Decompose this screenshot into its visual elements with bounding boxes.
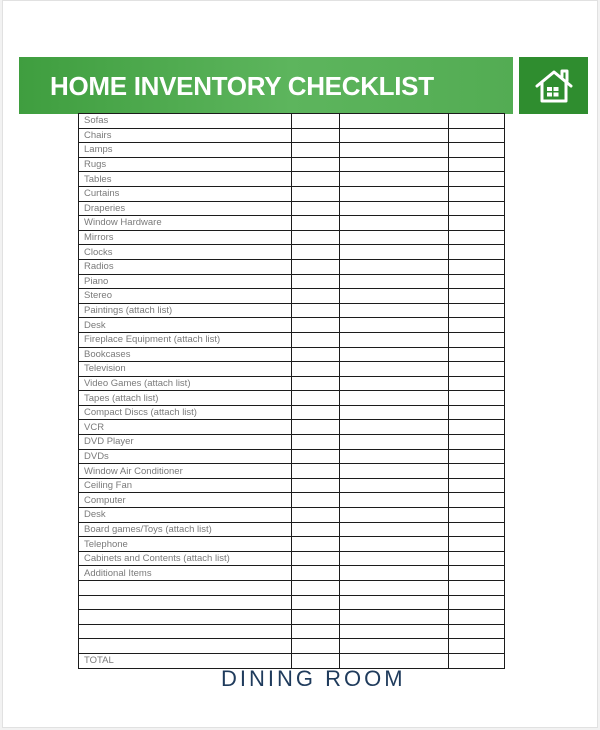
description-cell [340, 449, 449, 464]
description-cell [340, 464, 449, 479]
table-row [79, 230, 505, 245]
document-page [2, 0, 598, 728]
quantity-cell [292, 259, 340, 274]
description-cell [340, 595, 449, 610]
table-row [79, 332, 505, 347]
item-cell: Mirrors [79, 230, 292, 245]
value-cell [449, 259, 505, 274]
value-cell [449, 610, 505, 625]
title-bar [19, 57, 513, 114]
quantity-cell [292, 566, 340, 581]
quantity-cell [292, 405, 340, 420]
item-cell: VCR [79, 420, 292, 435]
description-cell [340, 478, 449, 493]
value-cell [449, 157, 505, 172]
value-cell [449, 391, 505, 406]
item-cell: Ceiling Fan [79, 478, 292, 493]
value-cell [449, 201, 505, 216]
title-banner [19, 57, 588, 114]
value-cell [449, 478, 505, 493]
item-cell [79, 639, 292, 654]
house-icon-box [519, 57, 588, 114]
value-cell [449, 332, 505, 347]
page-title: HOME INVENTORY CHECKLIST [50, 71, 434, 101]
table-row [79, 245, 505, 260]
description-cell [340, 216, 449, 231]
table-row [79, 595, 505, 610]
table-row [79, 376, 505, 391]
description-cell [340, 274, 449, 289]
item-cell: DVD Player [79, 435, 292, 450]
quantity-cell [292, 216, 340, 231]
item-cell [79, 624, 292, 639]
table-row [79, 172, 505, 187]
quantity-cell [292, 230, 340, 245]
item-cell: Window Hardware [79, 216, 292, 231]
description-cell [340, 551, 449, 566]
table-row [79, 624, 505, 639]
description-cell [340, 245, 449, 260]
value-cell [449, 639, 505, 654]
table-row [79, 581, 505, 596]
quantity-cell [292, 595, 340, 610]
description-cell [340, 537, 449, 552]
item-cell: Window Air Conditioner [79, 464, 292, 479]
table-row [79, 274, 505, 289]
description-cell [340, 347, 449, 362]
quantity-cell [292, 624, 340, 639]
item-cell: Desk [79, 318, 292, 333]
item-cell: Tables [79, 172, 292, 187]
item-cell: Sofas [79, 114, 292, 129]
quantity-cell [292, 551, 340, 566]
description-cell [340, 114, 449, 129]
quantity-cell [292, 332, 340, 347]
table-row [79, 551, 505, 566]
quantity-cell [292, 157, 340, 172]
value-cell [449, 595, 505, 610]
description-cell [340, 391, 449, 406]
description-cell [340, 201, 449, 216]
item-cell: Cabinets and Contents (attach list) [79, 551, 292, 566]
value-cell [449, 537, 505, 552]
table-row [79, 216, 505, 231]
table-row [79, 522, 505, 537]
item-cell: Bookcases [79, 347, 292, 362]
item-cell: Curtains [79, 186, 292, 201]
item-cell: Television [79, 362, 292, 377]
item-cell: Video Games (attach list) [79, 376, 292, 391]
item-cell [79, 581, 292, 596]
section-heading-dining-room: DINING ROOM [221, 666, 406, 691]
value-cell [449, 186, 505, 201]
value-cell [449, 289, 505, 304]
value-cell [449, 303, 505, 318]
table-row [79, 493, 505, 508]
value-cell [449, 405, 505, 420]
quantity-cell [292, 274, 340, 289]
table-row [79, 508, 505, 523]
quantity-cell [292, 610, 340, 625]
item-cell: Rugs [79, 157, 292, 172]
item-cell: Telephone [79, 537, 292, 552]
item-cell [79, 595, 292, 610]
description-cell [340, 128, 449, 143]
value-cell [449, 522, 505, 537]
item-cell: Paintings (attach list) [79, 303, 292, 318]
item-cell: Tapes (attach list) [79, 391, 292, 406]
table-row [79, 362, 505, 377]
table-row [79, 566, 505, 581]
quantity-cell [292, 143, 340, 158]
value-cell [449, 581, 505, 596]
table-row [79, 464, 505, 479]
description-cell [340, 420, 449, 435]
inventory-table [78, 113, 505, 669]
value-cell [449, 653, 505, 668]
description-cell [340, 303, 449, 318]
quantity-cell [292, 449, 340, 464]
quantity-cell [292, 493, 340, 508]
item-cell: Lamps [79, 143, 292, 158]
item-cell: Desk [79, 508, 292, 523]
table-row [79, 537, 505, 552]
table-row [79, 186, 505, 201]
value-cell [449, 274, 505, 289]
quantity-cell [292, 522, 340, 537]
item-cell: Compact Discs (attach list) [79, 405, 292, 420]
item-cell: TOTAL [79, 653, 292, 668]
value-cell [449, 435, 505, 450]
value-cell [449, 508, 505, 523]
table-row [79, 347, 505, 362]
item-cell: Fireplace Equipment (attach list) [79, 332, 292, 347]
value-cell [449, 172, 505, 187]
value-cell [449, 464, 505, 479]
table-row [79, 289, 505, 304]
description-cell [340, 318, 449, 333]
item-cell: Stereo [79, 289, 292, 304]
description-cell [340, 332, 449, 347]
quantity-cell [292, 128, 340, 143]
description-cell [340, 143, 449, 158]
item-cell: Computer [79, 493, 292, 508]
description-cell [340, 610, 449, 625]
quantity-cell [292, 376, 340, 391]
description-cell [340, 157, 449, 172]
description-cell [340, 639, 449, 654]
item-cell: Clocks [79, 245, 292, 260]
table-row [79, 303, 505, 318]
value-cell [449, 362, 505, 377]
quantity-cell [292, 478, 340, 493]
value-cell [449, 449, 505, 464]
item-cell: Radios [79, 259, 292, 274]
item-cell: Piano [79, 274, 292, 289]
table-row [79, 114, 505, 129]
item-cell: DVDs [79, 449, 292, 464]
description-cell [340, 566, 449, 581]
quantity-cell [292, 537, 340, 552]
quantity-cell [292, 464, 340, 479]
house-icon [532, 66, 576, 106]
description-cell [340, 230, 449, 245]
table-row [79, 318, 505, 333]
value-cell [449, 230, 505, 245]
quantity-cell [292, 289, 340, 304]
table-row [79, 405, 505, 420]
value-cell [449, 216, 505, 231]
description-cell [340, 362, 449, 377]
quantity-cell [292, 391, 340, 406]
table-row [79, 259, 505, 274]
table-row [79, 639, 505, 654]
description-cell [340, 493, 449, 508]
value-cell [449, 143, 505, 158]
table-row [79, 449, 505, 464]
description-cell [340, 376, 449, 391]
quantity-cell [292, 362, 340, 377]
table-row [79, 435, 505, 450]
description-cell [340, 522, 449, 537]
description-cell [340, 172, 449, 187]
description-cell [340, 435, 449, 450]
description-cell [340, 259, 449, 274]
description-cell [340, 624, 449, 639]
table-row [79, 420, 505, 435]
table-row [79, 391, 505, 406]
description-cell [340, 186, 449, 201]
quantity-cell [292, 114, 340, 129]
description-cell [340, 581, 449, 596]
value-cell [449, 493, 505, 508]
table-row [79, 143, 505, 158]
value-cell [449, 624, 505, 639]
table-row [79, 478, 505, 493]
item-cell [79, 610, 292, 625]
item-cell: Board games/Toys (attach list) [79, 522, 292, 537]
description-cell [340, 405, 449, 420]
quantity-cell [292, 508, 340, 523]
table-row [79, 201, 505, 216]
description-cell [340, 508, 449, 523]
value-cell [449, 114, 505, 129]
quantity-cell [292, 186, 340, 201]
value-cell [449, 245, 505, 260]
quantity-cell [292, 318, 340, 333]
quantity-cell [292, 581, 340, 596]
quantity-cell [292, 245, 340, 260]
quantity-cell [292, 201, 340, 216]
value-cell [449, 376, 505, 391]
table-row [79, 157, 505, 172]
value-cell [449, 347, 505, 362]
value-cell [449, 318, 505, 333]
inventory-table-body [79, 114, 505, 669]
table-row [79, 610, 505, 625]
quantity-cell [292, 347, 340, 362]
quantity-cell [292, 639, 340, 654]
quantity-cell [292, 303, 340, 318]
quantity-cell [292, 172, 340, 187]
item-cell: Additional Items [79, 566, 292, 581]
quantity-cell [292, 420, 340, 435]
value-cell [449, 420, 505, 435]
item-cell: Draperies [79, 201, 292, 216]
value-cell [449, 551, 505, 566]
description-cell [340, 289, 449, 304]
table-row [79, 128, 505, 143]
value-cell [449, 128, 505, 143]
item-cell: Chairs [79, 128, 292, 143]
quantity-cell [292, 435, 340, 450]
value-cell [449, 566, 505, 581]
